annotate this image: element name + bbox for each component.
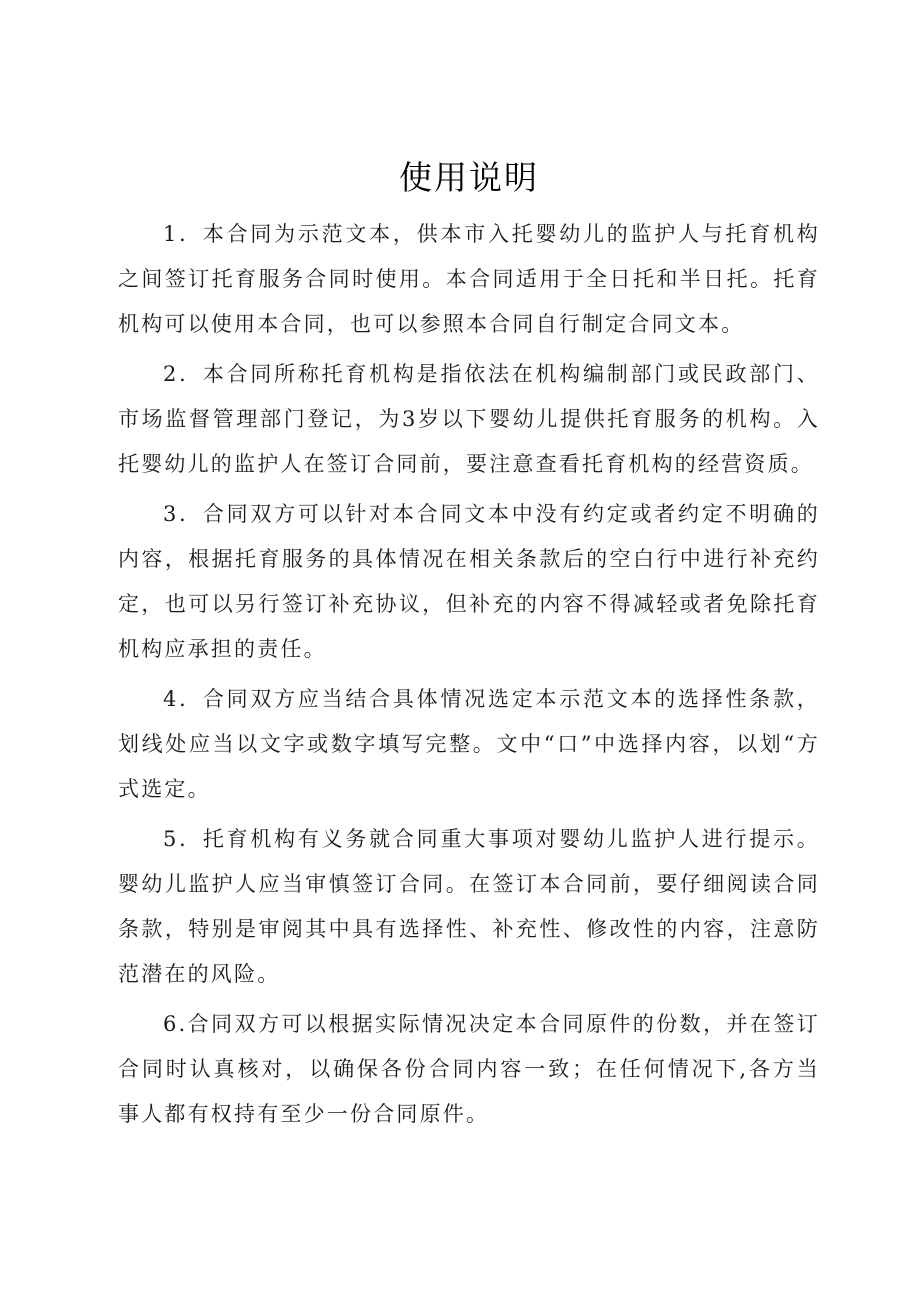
instruction-paragraph-4: 4．合同双方应当结合具体情况选定本示范文本的选择性条款，划线处应当以文字或数字填写完整。文中“口”中选择内容，以划“方式选定。 (118, 687, 820, 801)
instruction-paragraph-5: 5．托育机构有义务就合同重大事项对婴幼儿监护人进行提示。婴幼儿监护人应当审慎签订合同。在签订本合同前，要仔细阅读合同条款，特别是审阅其中具有选择性、补充性、修改性的内容，注意防范潜在的风险。 (118, 827, 820, 986)
instruction-paragraph-2: 2．本合同所称托育机构是指依法在机构编制部门或民政部门、市场监督管理部门登记，为3岁以下婴幼儿提供托育服务的机构。入托婴幼儿的监护人在签订合同前，要注意查看托育机构的经营资质。 (118, 362, 820, 476)
document-title: 使用说明 (399, 158, 539, 197)
document-body (118, 212, 820, 1137)
instruction-paragraph-6: 6.合同双方可以根据实际情况决定本合同原件的份数，并在签订合同时认真核对，以确保各份合同内容一致；在任何情况下,各方当事人都有权持有至少一份合同原件。 (118, 1012, 820, 1126)
instruction-paragraph-3: 3．合同双方可以针对本合同文本中没有约定或者约定不明确的内容，根据托育服务的具体情况在相关条款后的空白行中进行补充约定，也可以另行签订补充协议，但补充的内容不得减轻或者免除托育机构应承担的责任。 (118, 502, 820, 661)
instruction-paragraph-1: 1．本合同为示范文本，供本市入托婴幼儿的监护人与托育机构之间签订托育服务合同时使用。本合同适用于全日托和半日托。托育机构可以使用本合同，也可以参照本合同自行制定合同文本。 (118, 222, 820, 336)
